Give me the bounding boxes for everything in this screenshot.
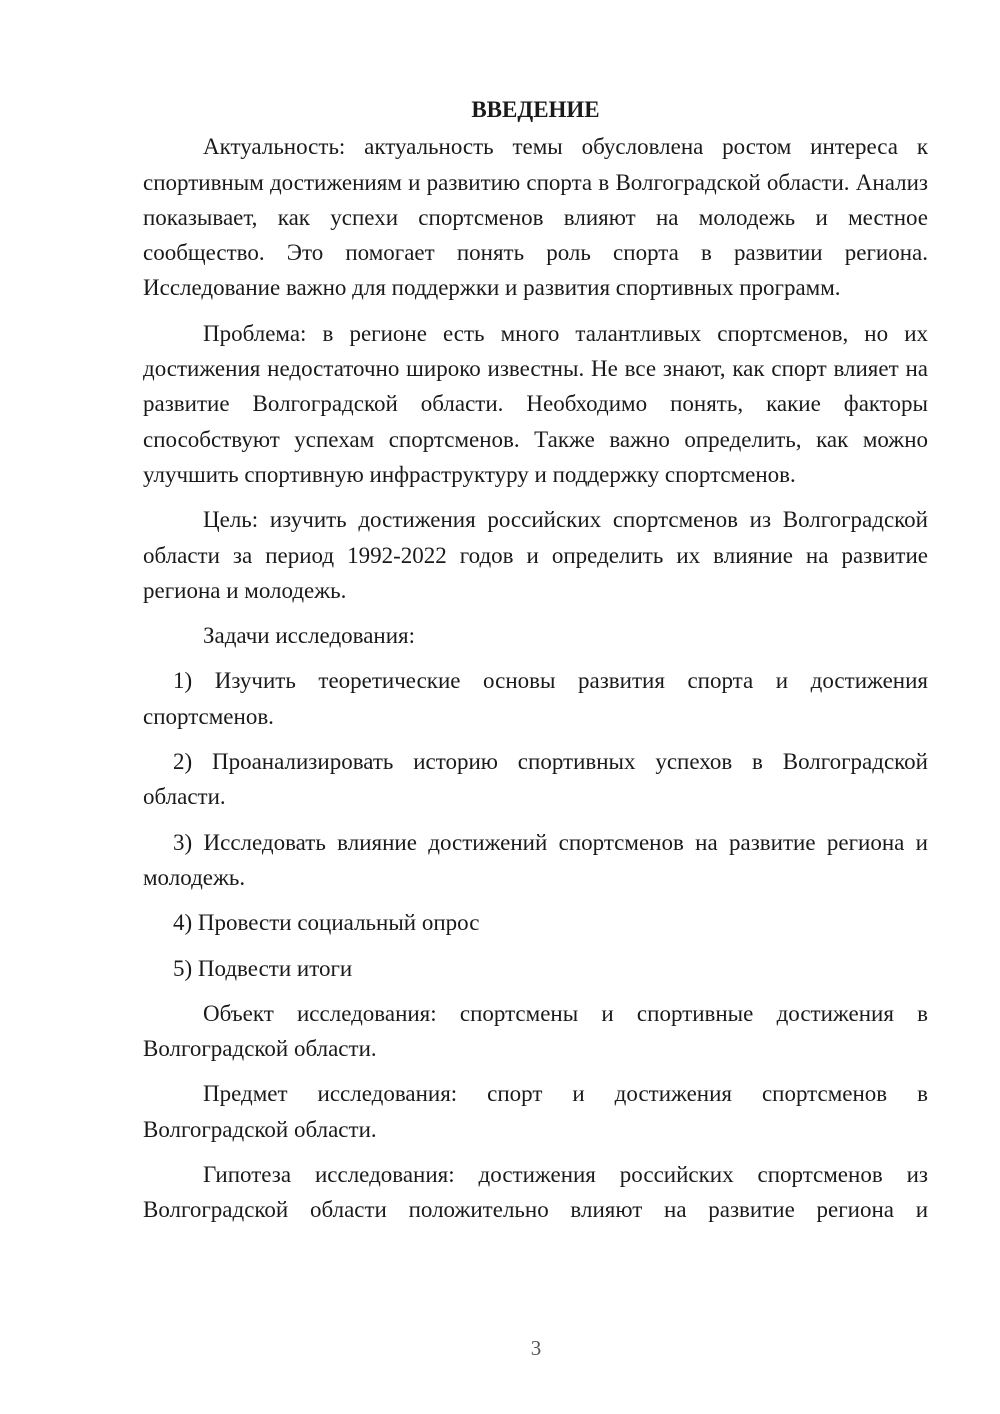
paragraph-object: Объект исследования: спортсмены и спортивные достижения в Волгоградской области.	[143, 1000, 928, 1062]
paragraph-goal: Цель: изучить достижения российских спортсменов из Волгоградской области за период 1992-2022 годов и определить их влияние на развитие региона и молодежь.	[143, 507, 928, 603]
paragraph-hypothesis: Гипотеза исследования: достижения российских спортсменов из Волгоградской области положительно влияют на развитие региона и	[143, 1162, 928, 1223]
page-number: 3	[530, 1336, 542, 1360]
list-item-task-4: 4) Провести социальный опрос	[173, 910, 480, 936]
paragraph-problem: Проблема: в регионе есть много талантливых спортсменов, но их достижения недостаточно широко известны. Не все знают, как спорт влияет на развитие Волгоградской области. Необходимо понять, какие факторы способствуют успехам спортсменов. Также важно определить, как можно улучшить спортивную инфраструктуру и поддержку спортсменов.	[143, 320, 928, 487]
document-body	[143, 92, 928, 1238]
list-item-task-5: 5) Подвести итоги	[173, 955, 353, 981]
paragraph-relevance: Актуальность: актуальность темы обусловлена ростом интереса к спортивным достижениям и развитию спорта в Волгоградской области. Анализ показывает, как успехи спортсменов влияют на молодежь и местное сообщество. Это помогает понять роль спорта в развитии региона. Исследование важно для поддержки и развития спортивных программ.	[143, 134, 928, 301]
paragraph-subject: Предмет исследования: спорт и достижения спортсменов в Волгоградской области.	[143, 1081, 928, 1142]
list-item-task-2: 2) Проанализировать историю спортивных успехов в Волгоградской области.	[143, 749, 928, 810]
list-item-task-1: 1) Изучить теоретические основы развития спорта и достижения спортсменов.	[143, 668, 928, 729]
paragraph-tasks-heading: Задачи исследования:	[203, 623, 416, 649]
list-item-task-3: 3) Исследовать влияние достижений спортсменов на развитие региона и молодежь.	[143, 829, 928, 890]
section-heading: ВВЕДЕНИЕ	[471, 97, 600, 122]
